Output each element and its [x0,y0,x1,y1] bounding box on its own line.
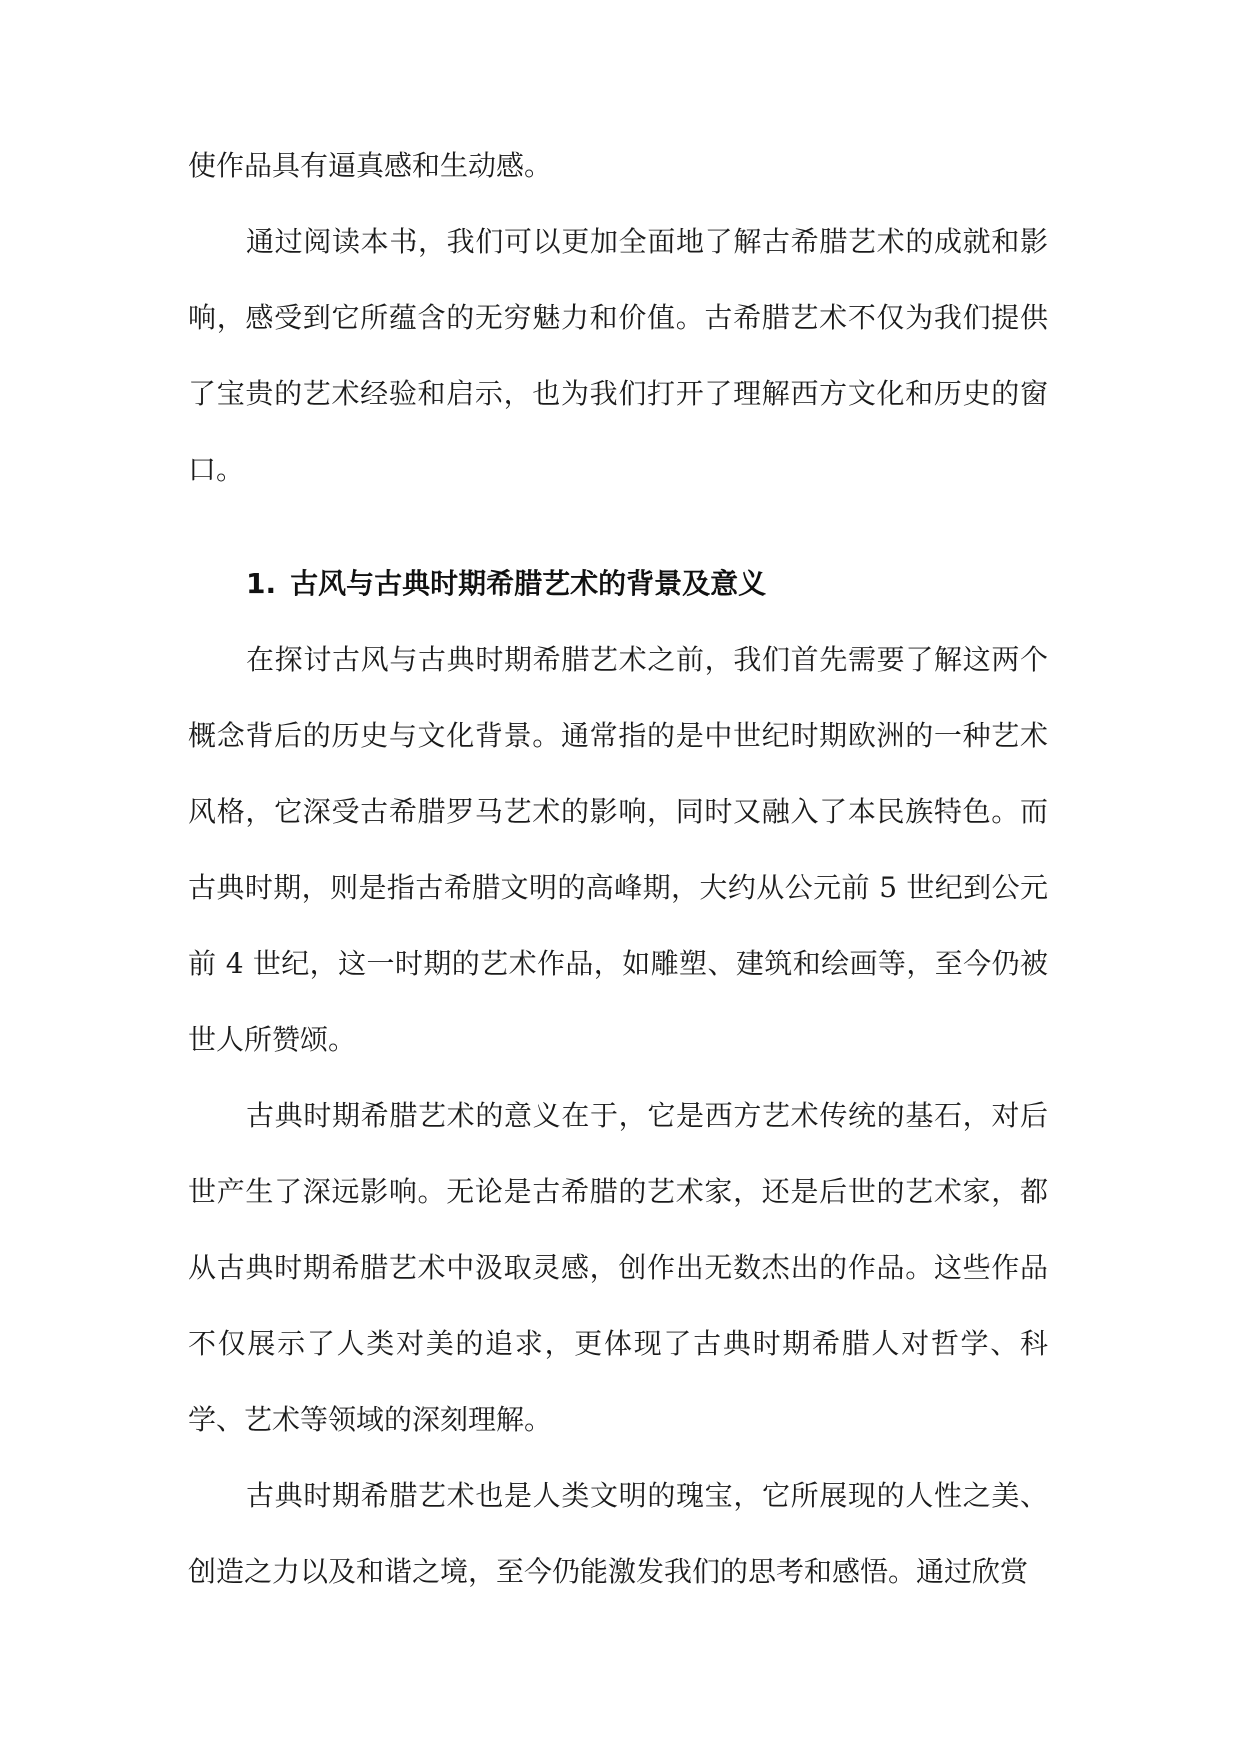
paragraph-continuation: 使作品具有逼真感和生动感。 [188,149,553,182]
paragraph-reading-book: 通过阅读本书，我们可以更加全面地了解古希腊艺术的成就和影响，感受到它所蕴含的无穷魅力和价值。古希腊艺术不仅为我们提供了宝贵的艺术经验和启示，也为我们打开了理解西方文化和历史的窗口。 [188,225,1048,486]
paragraph-background: 在探讨古风与古典时期希腊艺术之前，我们首先需要了解这两个概念背后的历史与文化背景。通常指的是中世纪时期欧洲的一种艺术风格，它深受古希腊罗马艺术的影响，同时又融入了本民族特色。而古典时期，则是指古希腊文明的高峰期，大约从公元前 5 世纪到公元前 4 世纪，这一时期的艺术作品，如雕塑、建筑和绘画等，至今仍被世人所赞颂。 [188,643,1048,1056]
paragraph-treasure: 古典时期希腊艺术也是人类文明的瑰宝，它所展现的人性之美、创造之力以及和谐之境，至今仍能激发我们的思考和感悟。通过欣赏 [188,1479,1048,1588]
document-body [188,128,1048,1610]
section-number: 1. [246,567,277,600]
section-heading [188,546,1048,622]
section-title: 古风与古典时期希腊艺术的背景及意义 [290,567,767,600]
paragraph-significance: 古典时期希腊艺术的意义在于，它是西方艺术传统的基石，对后世产生了深远影响。无论是古希腊的艺术家，还是后世的艺术家，都从古典时期希腊艺术中汲取灵感，创作出无数杰出的作品。这些作品不仅展示了人类对美的追求，更体现了古典时期希腊人对哲学、科学、艺术等领域的深刻理解。 [188,1099,1048,1436]
